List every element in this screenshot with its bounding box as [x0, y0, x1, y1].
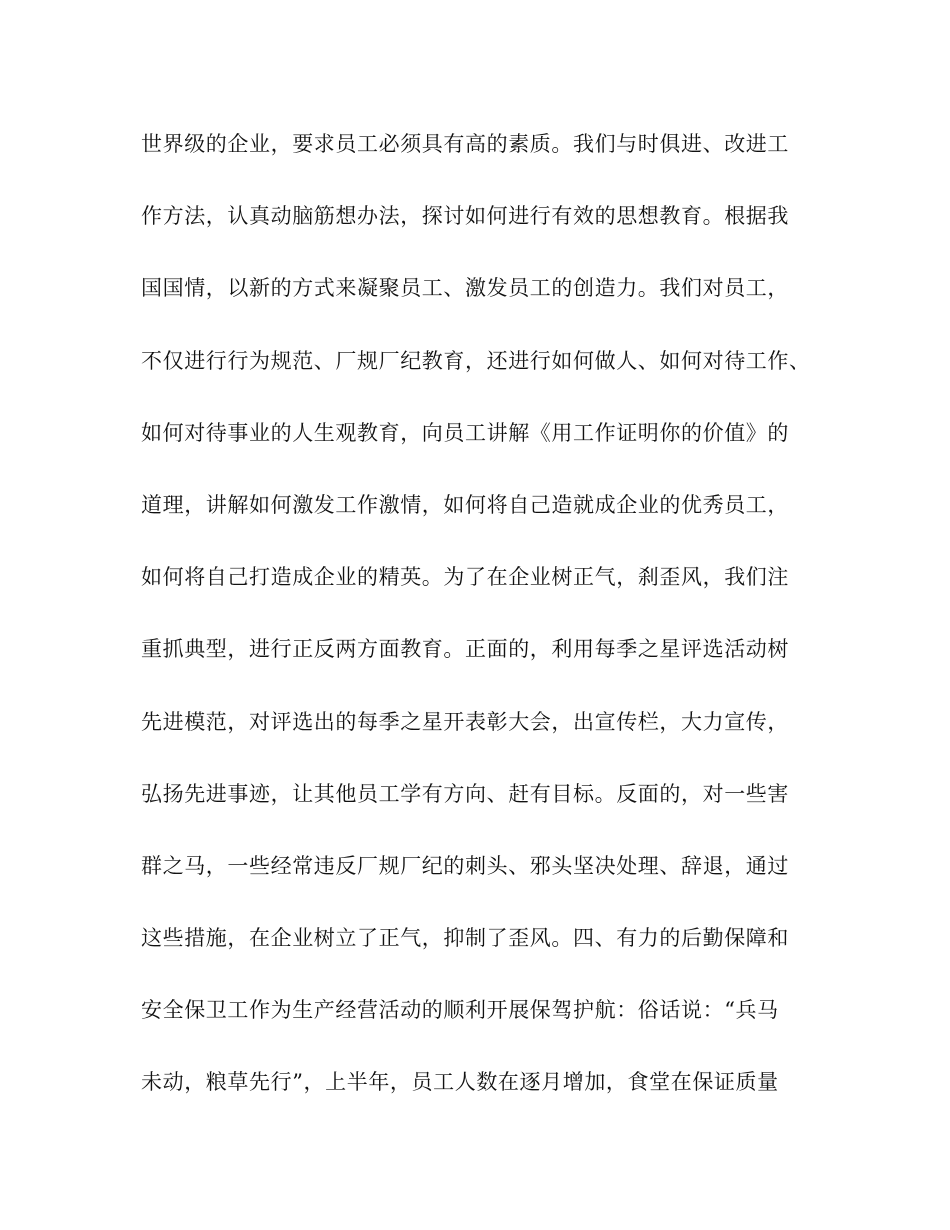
text-line: 弘扬先进事迹，让其他员工学有方向、赶有目标。反面的，对一些害: [141, 781, 789, 806]
text-line: 安全保卫工作为生产经营活动的顺利开展保驾护航：俗话说：“兵马: [141, 998, 779, 1023]
text-line: 不仅进行行为规范、厂规厂纪教育，还进行如何做人、如何对待工作、: [141, 348, 811, 373]
text-line: 国国情，以新的方式来凝聚员工、激发员工的创造力。我们对员工，: [141, 276, 789, 301]
text-line: 重抓典型，进行正反两方面教育。正面的，利用每季之星评选活动树: [141, 637, 789, 662]
text-line: 先进模范，对评选出的每季之星开表彰大会，出宣传栏，大力宣传，: [141, 709, 789, 734]
text-line: 作方法，认真动脑筋想办法，探讨如何进行有效的思想教育。根据我: [141, 204, 789, 229]
text-line: 如何对待事业的人生观教育，向员工讲解《用工作证明你的价值》的: [141, 420, 789, 445]
text-line: 群之马，一些经常违反厂规厂纪的刺头、邪头坚决处理、辞退，通过: [141, 853, 789, 878]
text-line: 这些措施，在企业树立了正气，抑制了歪风。四、有力的后勤保障和: [141, 926, 789, 951]
text-line: 世界级的企业，要求员工必须具有高的素质。我们与时俱进、改进工: [141, 132, 789, 156]
body-text: [141, 128, 821, 1139]
text-line: 道理，讲解如何激发工作激情，如何将自己造就成企业的优秀员工，: [141, 492, 789, 517]
text-line: 未动，粮草先行”，上半年，员工人数在逐月增加，食堂在保证质量: [141, 1070, 779, 1095]
text-line: 如何将自己打造成企业的精英。为了在企业树正气，刹歪风，我们注: [141, 565, 789, 590]
